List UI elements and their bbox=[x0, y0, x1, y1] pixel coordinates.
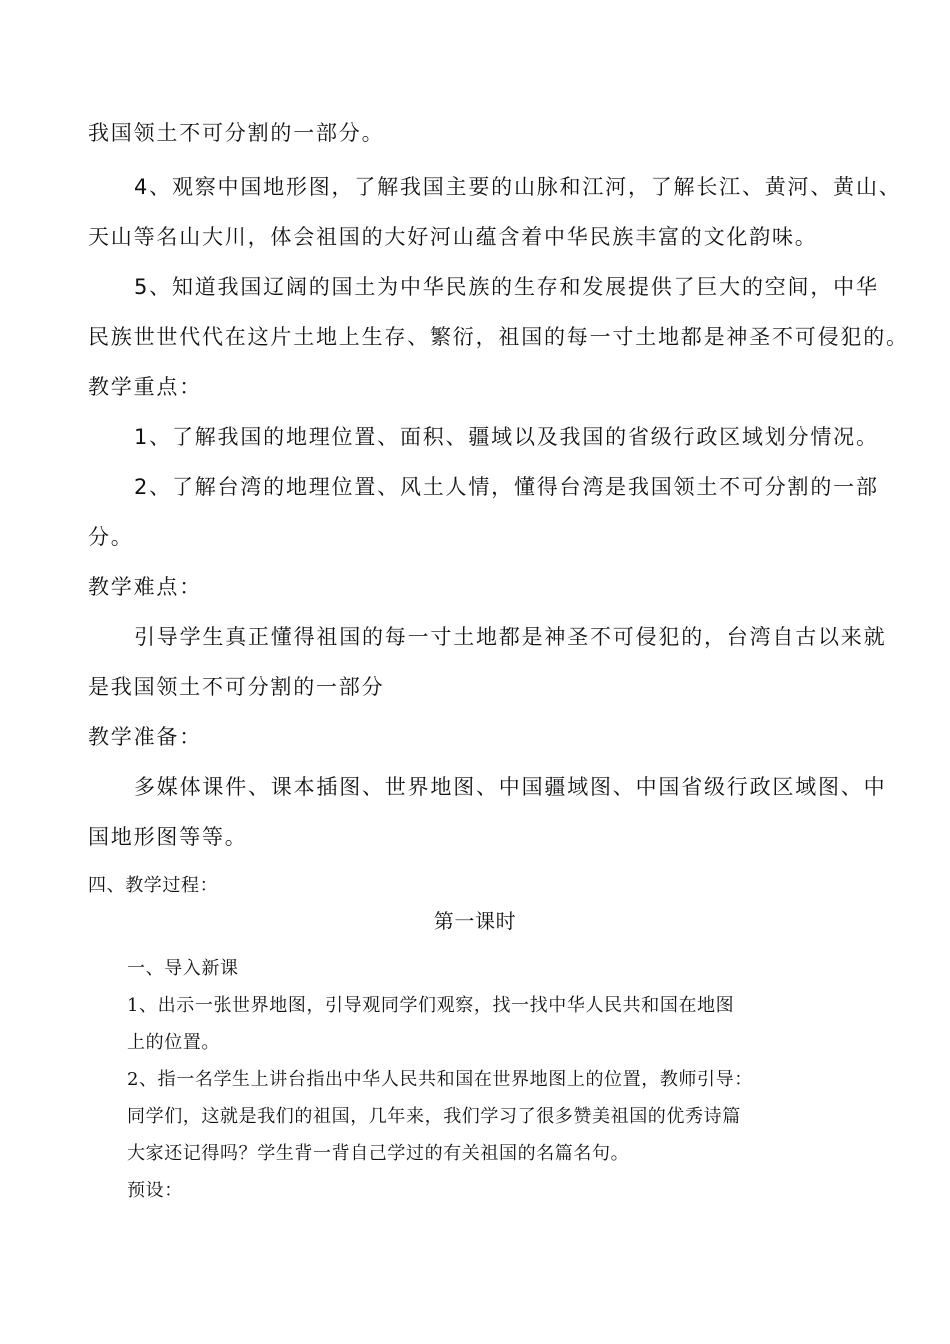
process-heading: 四、教学过程： bbox=[88, 875, 219, 896]
preparation-line-1: 多媒体课件、课本插图、世界地图、中国疆域图、中国省级行政区域图、中 bbox=[134, 775, 887, 799]
step-1-line-1: 1、出示一张世界地图，引导观同学们观察，找一找中华人民共和国在地图 bbox=[127, 995, 735, 1016]
section-intro-heading: 一、导入新课 bbox=[127, 958, 239, 979]
preparation-heading: 教学准备： bbox=[88, 725, 202, 749]
objective-5-line-2: 民族世世代代在这片土地上生存、繁衍，祖国的每一寸土地都是神圣不可侵犯的。 bbox=[88, 325, 909, 349]
lesson-title: 第一课时 bbox=[433, 909, 517, 933]
paragraph-line: 我国领土不可分割的一部分。 bbox=[88, 121, 385, 145]
difficulty-line-2: 是我国领土不可分割的一部分 bbox=[88, 675, 385, 699]
key-point-2-line-2: 分。 bbox=[88, 525, 134, 549]
objective-4-line-2: 天山等名山大川，体会祖国的大好河山蕴含着中华民族丰富的文化韵味。 bbox=[88, 225, 818, 249]
key-point-1: 1、了解我国的地理位置、面积、疆域以及我国的省级行政区域划分情况。 bbox=[134, 425, 879, 449]
step-2-line-1: 2、指一名学生上讲台指出中华人民共和国在世界地图上的位置，教师引导： bbox=[127, 1069, 753, 1090]
objective-4-line-1: 4、观察中国地形图，了解我国主要的山脉和江河，了解长江、黄河、黄山、 bbox=[134, 175, 902, 199]
key-point-2-line-1: 2、了解台湾的地理位置、风土人情，懂得台湾是我国领土不可分割的一部 bbox=[134, 475, 879, 499]
step-2-line-3: 大家还记得吗？学生背一背自己学过的有关祖国的名篇名句。 bbox=[127, 1143, 630, 1164]
key-points-heading: 教学重点： bbox=[88, 375, 202, 399]
preparation-line-2: 国地形图等等。 bbox=[88, 825, 248, 849]
difficulty-line-1: 引导学生真正懂得祖国的每一寸土地都是神圣不可侵犯的，台湾自古以来就 bbox=[134, 625, 887, 649]
step-1-line-2: 上的位置。 bbox=[127, 1032, 220, 1053]
difficulties-heading: 教学难点： bbox=[88, 575, 202, 599]
preset-label: 预设： bbox=[127, 1180, 183, 1201]
objective-5-line-1: 5、知道我国辽阔的国土为中华民族的生存和发展提供了巨大的空间，中华 bbox=[134, 275, 879, 299]
step-2-line-2: 同学们，这就是我们的祖国，几年来，我们学习了很多赞美祖国的优秀诗篇 bbox=[127, 1106, 741, 1127]
